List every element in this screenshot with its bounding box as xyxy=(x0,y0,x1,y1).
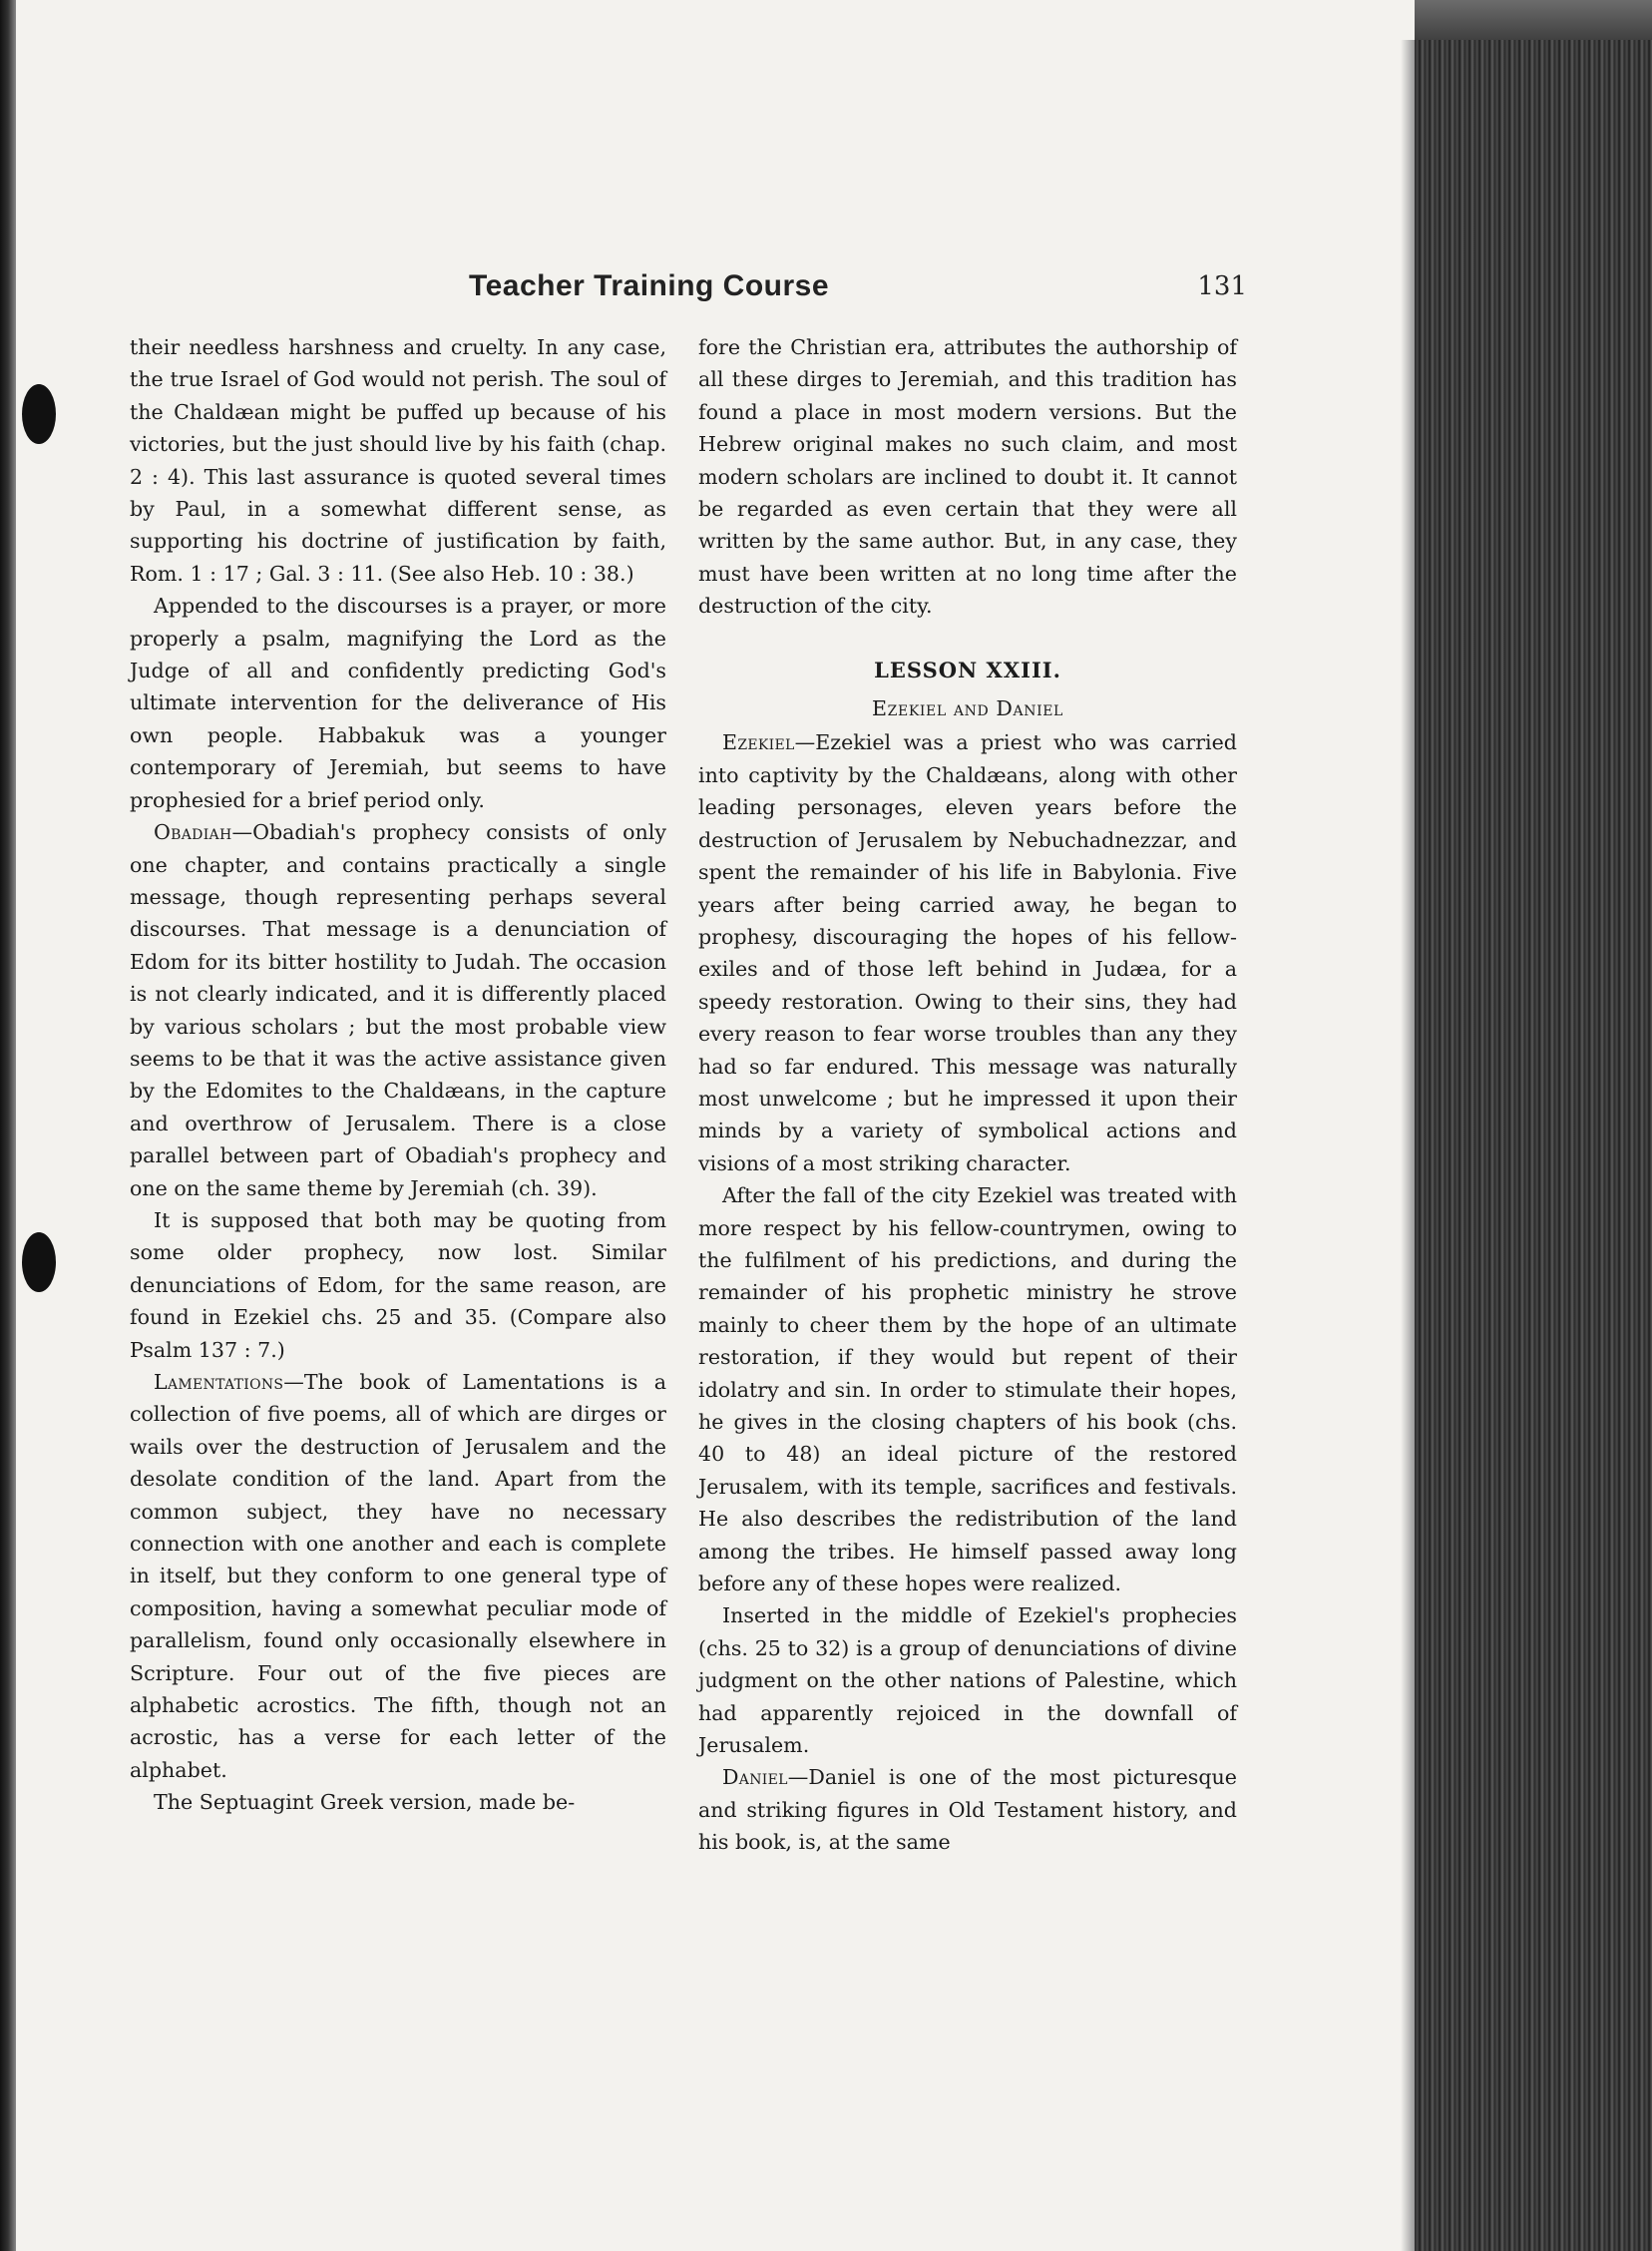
paragraph: After the fall of the city Ezekiel was treated with more respect by his fellow-countrymen, owing to the fulfilment of his predictions, and during the remainder of his prophetic ministry he strove mainly to cheer them by the hope of an ultimate restoration, if they would but repent of their idolatry and sin. In order to stimulate their hopes, he gives in the closing chapters of his book (chs. 40 to 48) an ideal picture of the restored Jerusalem, with its temple, sacrifices and festivals. He also describes the redistribution of the land among the tribes. He himself passed away long before any of these hopes were realized. xyxy=(698,1183,1237,1596)
section-head-lamentations: Lamentations xyxy=(154,1370,284,1394)
paragraph-text: —Obadiah's prophecy consists of only one chapter, and contains practically a single message, though representing perhaps several discourses. That message is a denunciation of Edom for its bitter hostility to Judah. The occasion is not clearly indicated, and it is differently placed by various scholars ; but the most probable view seems to be that it was the active assistance given by the Edomites to the Chaldæans, in the capture and overthrow of Jerusalem. There is a close parallel between part of Obadiah's prophecy and one on the same theme by Jeremiah (ch. 39). xyxy=(130,820,666,1200)
page-number: 131 xyxy=(1197,271,1247,301)
paragraph: Appended to the discourses is a prayer, or more properly a psalm, magnifying the Lord as the Judge of all and confidently predicting God's ultimate intervention for the deliverance of His own people. Habbakuk was a younger contemporary of Jeremiah, but seems to have prophesied for a brief period only. xyxy=(130,594,666,812)
paragraph: Inserted in the middle of Ezekiel's prophecies (chs. 25 to 32) is a group of denunciations of divine judgment on the other nations of Palestine, which had apparently rejoiced in the downfall of Jerusalem. xyxy=(698,1603,1237,1758)
section-head-ezekiel: Ezekiel xyxy=(722,730,795,755)
book-binding-edge xyxy=(0,0,16,2251)
paragraph-text: —Ezekiel was a priest who was carried into captivity by the Chaldæans, along with other leading personages, eleven years before the destruction of Jerusalem by Nebuchadnezzar, and spent the remainder of his life in Babylonia. Five years after being carried away, he began to prophesy, discouraging the hopes of his fellow-exiles and of those left behind in Judæa, for a speedy restoration. Owing to their sins, they had every reason to fear worse troubles than any they had so far endured. This message was naturally most unwelcome ; but he impressed it upon their minds by a variety of symbolical actions and visions of a most striking character. xyxy=(698,730,1237,1175)
section-head-obadiah: Obadiah xyxy=(154,820,232,845)
paragraph-text: —The book of Lamentations is a collection of five poems, all of which are dirges or wails over the destruction of Jerusalem and the desolate condition of the land. Apart from the common subject, they have no necessary connection with one another and each is complete in itself, but they conform to one general type of composition, having a somewhat peculiar mode of parallelism, found only occasionally elsewhere in Scripture. Four out of the five pieces are alphabetic acrostics. The fifth, though not an acrostic, has a verse for each letter of the alphabet. xyxy=(130,1370,666,1782)
book-page-edges xyxy=(1415,40,1652,2251)
left-column xyxy=(130,331,666,1819)
paragraph: their needless harshness and cruelty. In any case, the true Israel of God would not perish. The soul of the Chaldæan might be puffed up because of his victories, but the just should live by his faith (chap. 2 : 4). This last assurance is quoted several times by Paul, in a somewhat different sense, as supporting his doctrine of justification by faith, Rom. 1 : 17 ; Gal. 3 : 11. (See also Heb. 10 : 38.) xyxy=(130,335,666,586)
section-head-daniel: Daniel xyxy=(722,1765,788,1790)
paragraph: It is supposed that both may be quoting from some older prophecy, now lost. Similar denunciations of Edom, for the same reason, are found in Ezekiel chs. 25 and 35. (Compare also Psalm 137 : 7.) xyxy=(130,1207,666,1362)
paragraph-obadiah xyxy=(130,816,666,1204)
binding-hole-top xyxy=(22,384,56,444)
paragraph-text: —Daniel is one of the most picturesque and striking figures in Old Testament history, and his book, is, at the same xyxy=(698,1765,1237,1855)
paragraph: The Septuagint Greek version, made be- xyxy=(154,1790,576,1815)
paragraph-lamentations xyxy=(130,1366,666,1786)
lesson-subtitle: Ezekiel and Daniel xyxy=(872,696,1063,721)
running-header xyxy=(130,269,1247,309)
right-column xyxy=(698,331,1237,1859)
binding-hole-bottom xyxy=(22,1232,56,1292)
paragraph-daniel xyxy=(698,1761,1237,1858)
paragraph: fore the Christian era, attributes the authorship of all these dirges to Jeremiah, and this tradition has found a place in most modern versions. But the Hebrew original makes no such claim, and most modern scholars are inclined to doubt it. It cannot be regarded as even certain that they were all written by the same author. But, in any case, they must have been written at no long time after the destruction of the city. xyxy=(698,335,1237,619)
paragraph-ezekiel xyxy=(698,726,1237,1179)
lesson-title: LESSON XXIII. xyxy=(874,657,1061,682)
running-title: Teacher Training Course xyxy=(469,269,830,302)
